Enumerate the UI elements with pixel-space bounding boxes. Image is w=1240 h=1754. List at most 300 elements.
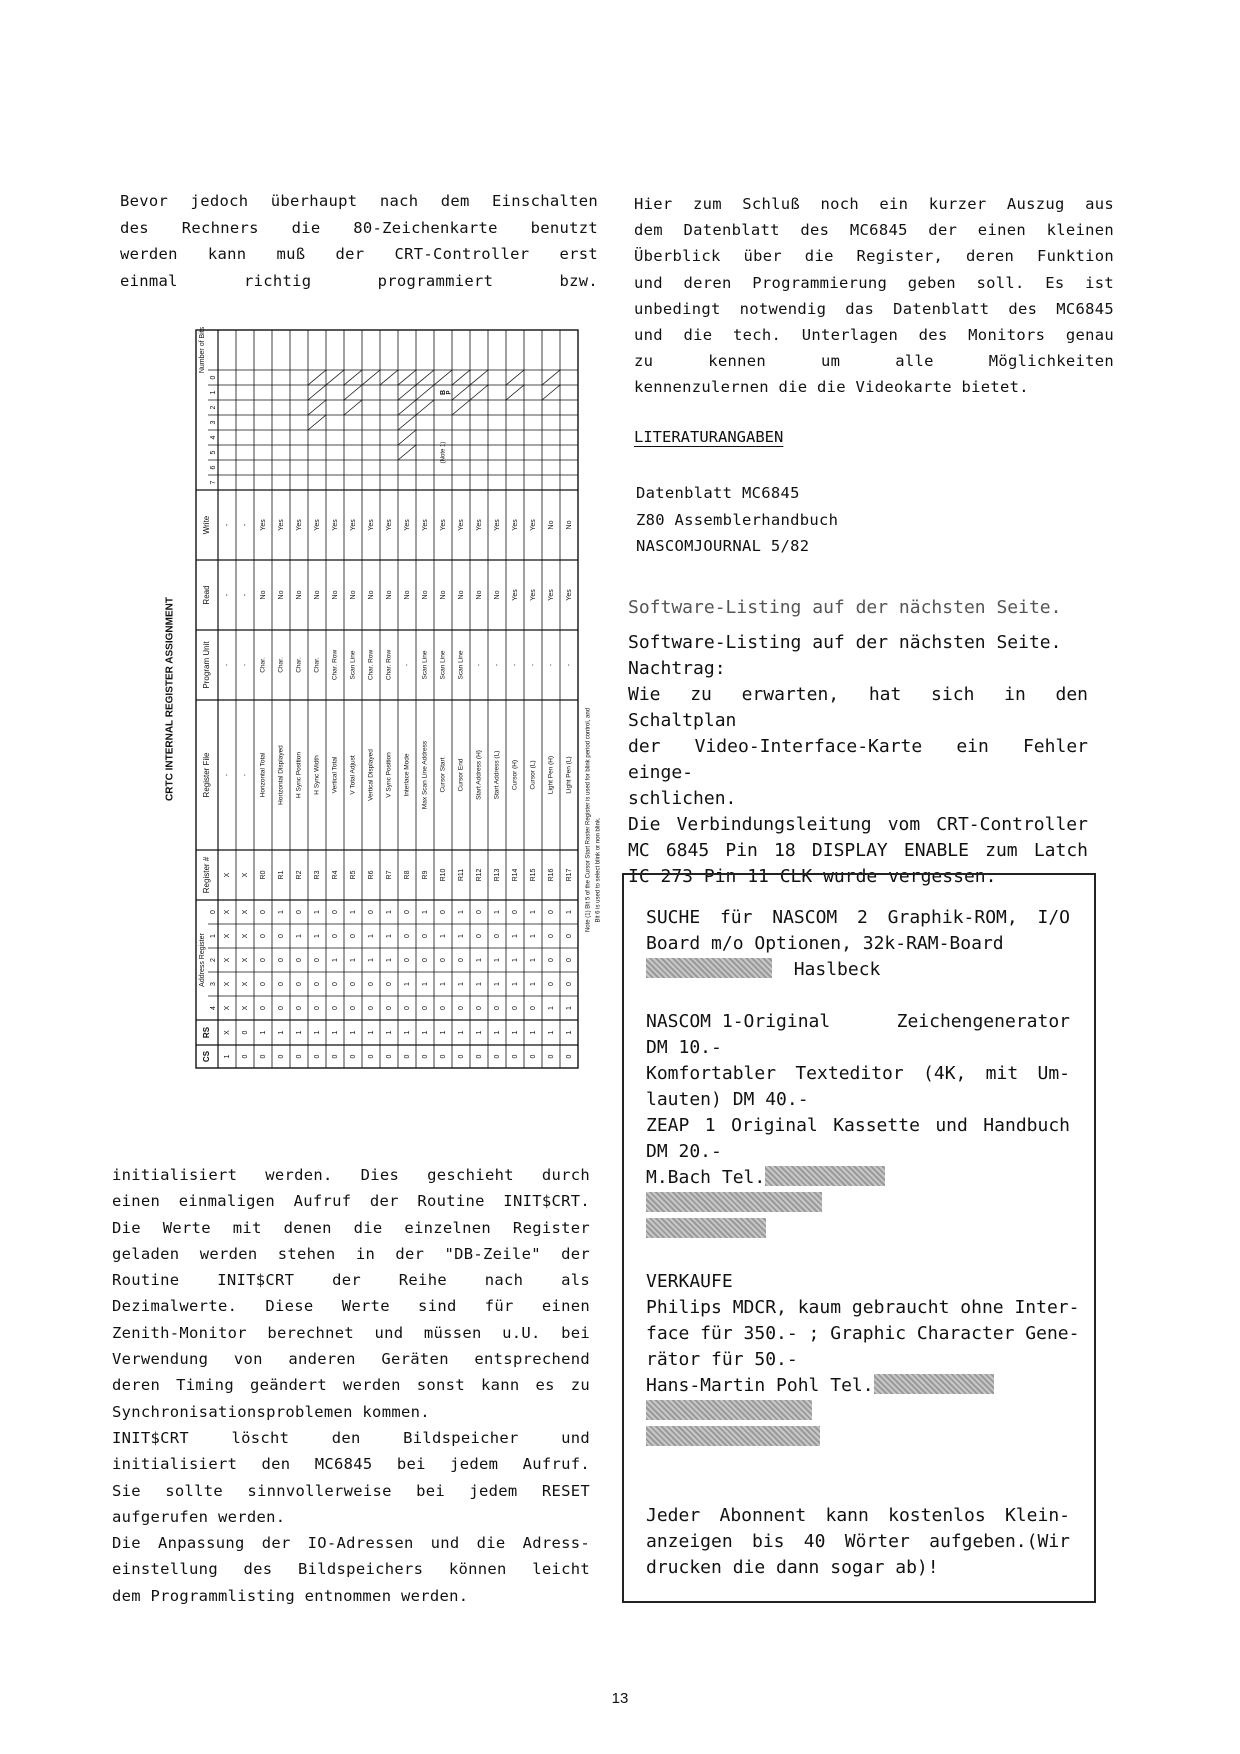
contact-name: M.Bach Tel. <box>646 1167 766 1188</box>
cell-address-bit: 1 <box>511 934 519 938</box>
ad-nascom-line <box>646 1009 1070 1035</box>
bit-number: 0 <box>209 375 217 380</box>
cell-cs: 1 <box>223 1054 231 1059</box>
cell-cs: 0 <box>295 1054 303 1059</box>
cell-address-bit: 1 <box>457 934 465 938</box>
redacted-line <box>646 1217 1070 1243</box>
text-line: dem Programmlisting entnommen werden. <box>112 1586 469 1605</box>
cell-address-bit: X <box>223 957 231 963</box>
footnote-line: Note (1) Bit 5 of the Cursor Start Raster Register is used for blink period control, and <box>585 707 592 933</box>
cell-address-bit: X <box>241 957 249 963</box>
text-line: und die tech. Unterlagen des Monitors genau <box>634 326 1114 345</box>
cell-program-unit: Char. Row <box>331 649 339 681</box>
redacted-block <box>646 958 772 978</box>
text-line: Die Werte mit denen die einzelnen Register <box>112 1218 590 1237</box>
cell-cs: 0 <box>565 1054 573 1059</box>
text-line: Die Verbindungsleitung vom CRT-Controller <box>628 814 1088 835</box>
cell-address-bit: 1 <box>349 910 357 914</box>
ad-suche <box>646 905 1070 983</box>
cell-write: Yes <box>331 519 339 531</box>
cell-cs: 0 <box>241 1054 249 1059</box>
cell-write: Yes <box>457 519 465 531</box>
cell-address-bit: 1 <box>331 958 339 962</box>
cell-address-bit: 0 <box>403 934 411 938</box>
cell-register-number: X <box>241 872 249 878</box>
header-cs: CS <box>202 1050 212 1063</box>
cell-cs: 0 <box>331 1054 339 1059</box>
cell-rs: 0 <box>241 1030 249 1035</box>
unused-bit-mark <box>308 400 326 415</box>
cell-register-file: Cursor (H) <box>511 759 519 791</box>
cell-address-bit: 0 <box>367 982 375 986</box>
cell-address-bit: 0 <box>547 910 555 914</box>
cell-rs: 1 <box>277 1030 285 1035</box>
cell-address-bit: 0 <box>295 1006 303 1010</box>
cell-address-bit: 0 <box>259 982 267 986</box>
text-line: anzeigen bis 40 Wörter aufgeben.(Wir <box>646 1531 1070 1552</box>
cell-address-bit: 0 <box>475 1006 483 1010</box>
cell-write: Yes <box>313 519 321 531</box>
text-line: Komfortabler Texteditor (4K, mit Um- <box>646 1063 1070 1084</box>
cell-cs: 0 <box>385 1054 393 1059</box>
cell-register-number: R16 <box>547 868 555 882</box>
cell-address-bit: 0 <box>493 934 501 938</box>
cell-read: No <box>475 590 483 600</box>
text-line: Philips MDCR, kaum gebraucht ohne Inter- <box>646 1297 1080 1318</box>
text-line: SUCHE für NASCOM 2 Graphik-ROM, I/O <box>646 907 1070 928</box>
text-line: IC 273 Pin 11 CLK wurde vergessen. <box>628 866 997 887</box>
cell-address-bit: 0 <box>529 1006 537 1010</box>
cell-write: Yes <box>385 519 393 531</box>
redacted-block <box>646 1426 820 1446</box>
cell-register-file: Horizontal Total <box>259 752 267 798</box>
footnote-line: Bit 6 is used to select blink or non blink. <box>595 817 602 923</box>
redacted-line <box>646 1425 1070 1451</box>
cell-rs: 1 <box>529 1030 537 1035</box>
unused-bit-mark <box>398 445 416 460</box>
cell-address-bit: X <box>241 909 249 915</box>
address-bit-number: 4 <box>209 1006 217 1010</box>
unused-bit-mark <box>362 370 380 385</box>
cell-address-bit: 1 <box>547 1006 555 1010</box>
cell-rs: 1 <box>493 1030 501 1035</box>
cell-register-number: R8 <box>403 870 411 880</box>
cell-program-unit: Char. <box>259 657 267 673</box>
cell-address-bit: 0 <box>313 982 321 986</box>
cell-cs: 0 <box>367 1054 375 1059</box>
cell-register-number: R5 <box>349 870 357 880</box>
cell-register-file: V Sync Position <box>385 752 393 798</box>
cell-cs: 0 <box>547 1054 555 1059</box>
cell-address-bit: 0 <box>385 1006 393 1010</box>
text-line: MC 6845 Pin 18 DISPLAY ENABLE zum Latch <box>628 840 1088 861</box>
text-line: dem Datenblatt des MC6845 der einen kleinen <box>634 221 1114 240</box>
cell-address-bit: X <box>241 981 249 987</box>
cell-address-bit: 0 <box>493 1006 501 1010</box>
cell-write: Yes <box>295 519 303 531</box>
text-line: Zenith-Monitor berechnet und müssen u.U. bei <box>112 1323 590 1342</box>
cell-cs: 0 <box>259 1054 267 1059</box>
cell-register-file: Cursor Start <box>439 757 447 793</box>
ad-contact-line <box>646 1165 1070 1191</box>
cell-register-file: Start Address (H) <box>475 750 483 800</box>
header-address-register: Address Register <box>198 933 206 987</box>
text-line: Board m/o Optionen, 32k-RAM-Board <box>646 933 1004 954</box>
cell-program-unit: Char. Row <box>385 649 393 681</box>
header-write: Write <box>202 515 212 535</box>
text-line: face für 350.- ; Graphic Character Gene- <box>646 1323 1080 1344</box>
crtc-register-table <box>158 326 602 1070</box>
cell-register-number: R17 <box>565 868 573 882</box>
cell-read: No <box>313 590 321 600</box>
cell-register-number: R1 <box>277 870 285 880</box>
cell-write: Yes <box>367 519 375 531</box>
redacted-block <box>874 1374 994 1394</box>
cell-cs: 0 <box>475 1054 483 1059</box>
unused-bit-mark <box>344 370 362 385</box>
unused-bit-mark <box>398 400 416 415</box>
cell-write: - <box>223 523 231 527</box>
text-line: Sie sollte sinnvollerweise bei jedem RESET <box>112 1481 590 1500</box>
cell-address-bit: 0 <box>547 958 555 962</box>
unused-bit-mark <box>416 385 434 400</box>
cell-address-bit: 0 <box>421 934 429 938</box>
cell-address-bit: 0 <box>475 910 483 914</box>
unused-bit-mark <box>398 370 416 385</box>
text-line: unbedingt notwendig das Datenblatt des MC6845 <box>634 299 1114 318</box>
bit-annotation-note: (Note 1) <box>440 441 447 464</box>
cell-address-bit: 0 <box>439 1006 447 1010</box>
text-line: rätor für 50.- <box>646 1349 798 1370</box>
text-line: und deren Programmierung geben soll. Es ist <box>634 273 1114 292</box>
cell-program-unit: - <box>493 663 501 667</box>
cell-address-bit: 0 <box>259 958 267 962</box>
cell-program-unit: - <box>223 663 231 667</box>
cell-program-unit: Scan Line <box>349 650 357 680</box>
cell-write: No <box>547 520 555 530</box>
bit-number: 3 <box>209 420 217 425</box>
cell-register-number: R13 <box>493 868 501 882</box>
cell-program-unit: - <box>529 663 537 667</box>
cell-write: No <box>565 520 573 530</box>
cell-register-number: R11 <box>457 868 465 882</box>
text-line: zu kennen um alle Möglichkeiten <box>634 352 1114 371</box>
cell-address-bit: 1 <box>439 982 447 986</box>
address-bit-number: 0 <box>209 910 217 914</box>
cell-write: Yes <box>493 519 501 531</box>
cell-read: No <box>493 590 501 600</box>
cell-read: No <box>439 590 447 600</box>
text-line: einen einmaligen Aufruf der Routine INIT$CRT. <box>112 1192 590 1211</box>
address-bit-number: 1 <box>209 934 217 938</box>
cell-program-unit: - <box>565 663 573 667</box>
cell-program-unit: Scan Line <box>439 650 447 680</box>
cell-rs: X <box>223 1030 231 1035</box>
literature-item: Datenblatt MC6845 <box>636 484 800 502</box>
cell-address-bit: 1 <box>313 910 321 914</box>
cell-read: No <box>331 590 339 600</box>
cell-write: Yes <box>475 519 483 531</box>
ad-jeder <box>646 1503 1070 1581</box>
cell-register-number: R14 <box>511 868 519 882</box>
cell-cs: 0 <box>511 1054 519 1059</box>
text-line: Routine INIT$CRT der Reihe nach als <box>112 1271 590 1290</box>
cell-address-bit: 0 <box>349 1006 357 1010</box>
unused-bit-mark <box>470 385 488 400</box>
cell-register-file: - <box>241 773 249 777</box>
cell-program-unit: Char. Row <box>367 649 375 681</box>
bit-number: 6 <box>209 465 217 470</box>
redacted-block <box>765 1166 885 1186</box>
cell-rs: 1 <box>439 1030 447 1035</box>
cell-address-bit: 0 <box>313 958 321 962</box>
cell-register-file: Max Scan Line Address <box>421 740 429 810</box>
unused-bit-mark <box>452 385 470 400</box>
cell-cs: 0 <box>439 1054 447 1059</box>
text-line: geladen werden stehen in der "DB-Zeile" der <box>112 1244 590 1263</box>
cell-register-number: R10 <box>439 868 447 882</box>
header-number-of-bits: Number of Bits <box>198 326 206 374</box>
redacted-line <box>646 1191 1070 1217</box>
cell-address-bit: 0 <box>349 934 357 938</box>
cell-address-bit: 0 <box>403 958 411 962</box>
text-line: kennenzulernen die die Videokarte bietet. <box>634 378 1029 397</box>
cell-register-number: R12 <box>475 868 483 882</box>
cell-address-bit: 0 <box>565 958 573 962</box>
cell-address-bit: 0 <box>475 934 483 938</box>
cell-address-bit: X <box>223 981 231 987</box>
unused-bit-mark <box>308 415 326 430</box>
cell-address-bit: 0 <box>331 982 339 986</box>
cell-register-file: Cursor End <box>457 758 465 792</box>
text-line: initialisiert den MC6845 bei jedem Aufruf. <box>112 1455 590 1474</box>
text-line: deren Timing geändert werden sonst kann es zu <box>112 1376 590 1395</box>
cell-address-bit: 0 <box>295 958 303 962</box>
text-line: lauten) DM 40.- <box>646 1089 809 1110</box>
text-segment: NASCOM 1-Original <box>646 1011 831 1032</box>
cell-address-bit: 1 <box>277 910 285 914</box>
contact-name: Haslbeck <box>793 959 881 980</box>
unused-bit-mark <box>416 370 434 385</box>
cell-address-bit: X <box>241 1005 249 1011</box>
cell-address-bit: 0 <box>259 934 267 938</box>
cell-register-file: Vertical Displayed <box>367 749 375 801</box>
text-line: schlichen. <box>628 788 737 809</box>
contact-name: Hans-Martin Pohl Tel. <box>646 1375 874 1396</box>
cell-address-bit: 0 <box>295 982 303 986</box>
cell-register-number: R15 <box>529 868 537 882</box>
cell-register-file: V Total Adjust <box>349 755 357 795</box>
cell-cs: 0 <box>421 1054 429 1059</box>
header-read: Read <box>202 585 212 605</box>
cell-rs: 1 <box>511 1030 519 1035</box>
cell-address-bit: X <box>223 933 231 939</box>
left-intro-paragraph <box>120 188 598 294</box>
right-intro-paragraph <box>634 191 1114 401</box>
cell-register-number: R9 <box>421 870 429 880</box>
text-segment: Zeichengenerator <box>896 1011 1070 1032</box>
unused-bit-mark <box>470 370 488 385</box>
literature-heading: LITERATURANGABEN <box>634 428 784 446</box>
cell-address-bit: 1 <box>295 934 303 938</box>
cell-address-bit: 0 <box>277 934 285 938</box>
cell-address-bit: 1 <box>385 910 393 914</box>
cell-read: - <box>241 593 249 597</box>
cell-program-unit: Char. <box>295 657 303 673</box>
header-register-file: Register File <box>202 752 212 798</box>
literature-item: Z80 Assemblerhandbuch <box>636 510 839 529</box>
cell-read: No <box>367 590 375 600</box>
ad-contact-line <box>646 1373 1070 1399</box>
cell-rs: 1 <box>313 1030 321 1035</box>
cell-address-bit: X <box>241 933 249 939</box>
header-program-unit: Program Unit <box>202 641 212 689</box>
redacted-block <box>646 1192 822 1212</box>
bit-number: 7 <box>209 480 217 485</box>
cell-address-bit: 1 <box>493 958 501 962</box>
unused-bit-mark <box>452 370 470 385</box>
text-line: der Video-Interface-Karte ein Fehler einge- <box>628 736 1088 783</box>
unused-bit-mark <box>452 400 470 415</box>
address-bit-number: 3 <box>209 982 217 986</box>
cell-cs: 0 <box>457 1054 465 1059</box>
text-line: initialisiert werden. Dies geschieht durch <box>112 1166 590 1184</box>
cell-address-bit: 1 <box>313 934 321 938</box>
cell-address-bit: 1 <box>529 958 537 962</box>
text-line: DM 10.- <box>646 1037 722 1058</box>
cell-address-bit: 1 <box>457 910 465 914</box>
bit-number: 5 <box>209 450 217 455</box>
cell-rs: 1 <box>475 1030 483 1035</box>
cell-program-unit: - <box>547 663 555 667</box>
cell-address-bit: 0 <box>313 1006 321 1010</box>
table-frame <box>196 330 578 1068</box>
cell-rs: 1 <box>457 1030 465 1035</box>
cell-address-bit: 1 <box>529 910 537 914</box>
text-line: INIT$CRT löscht den Bildspeicher und <box>112 1428 590 1447</box>
cell-rs: 1 <box>385 1030 393 1035</box>
cell-address-bit: 1 <box>367 934 375 938</box>
cell-register-file: H Sync Width <box>313 755 321 795</box>
cell-cs: 0 <box>403 1054 411 1059</box>
page-number: 13 <box>611 1690 629 1707</box>
cell-address-bit: X <box>223 1005 231 1011</box>
cell-write: Yes <box>259 519 267 531</box>
unused-bit-mark <box>434 370 452 385</box>
nachtrag-paragraph <box>628 630 1088 890</box>
cell-rs: 1 <box>331 1030 339 1035</box>
cell-write: Yes <box>421 519 429 531</box>
cell-address-bit: 1 <box>457 982 465 986</box>
cell-address-bit: 0 <box>457 1006 465 1010</box>
cell-register-number: R4 <box>331 870 339 880</box>
cell-address-bit: 0 <box>439 910 447 914</box>
cell-address-bit: 1 <box>385 958 393 962</box>
cell-rs: 1 <box>565 1030 573 1035</box>
software-listing: Software-Listing auf der nächsten Seite. <box>628 632 1062 653</box>
text-line: drucken die dann sogar ab)! <box>646 1557 939 1578</box>
cell-read: No <box>457 590 465 600</box>
bit-number: 2 <box>209 405 217 410</box>
cell-address-bit: 1 <box>349 958 357 962</box>
cell-read: Yes <box>547 589 555 601</box>
cell-address-bit: 0 <box>511 910 519 914</box>
cell-read: No <box>403 590 411 600</box>
cell-address-bit: 0 <box>403 1006 411 1010</box>
unused-bit-mark <box>398 385 416 400</box>
cell-read: No <box>349 590 357 600</box>
header-rs: RS <box>202 1026 212 1039</box>
cell-program-unit: Char. <box>313 657 321 673</box>
cell-register-number: R2 <box>295 870 303 880</box>
cell-program-unit: Scan Line <box>421 650 429 680</box>
cell-write: Yes <box>277 519 285 531</box>
cell-address-bit: 1 <box>511 958 519 962</box>
cell-register-file: Start Address (L) <box>493 750 501 800</box>
cell-address-bit: 0 <box>259 910 267 914</box>
unused-bit-mark <box>344 385 362 400</box>
left-continuation-paragraph <box>112 1162 590 1609</box>
bit-annotation-b: B <box>439 389 447 396</box>
address-bit-number: 2 <box>209 958 217 962</box>
cell-register-number: R6 <box>367 870 375 880</box>
text-line: Die Anpassung der IO-Adressen und die Adress- <box>112 1534 590 1553</box>
unused-bit-mark <box>380 370 398 385</box>
cell-register-number: R3 <box>313 870 321 880</box>
cell-address-bit: 1 <box>529 982 537 986</box>
cell-address-bit: 1 <box>529 934 537 938</box>
unused-bit-mark <box>344 400 362 415</box>
text-line: DM 20.- <box>646 1141 722 1162</box>
cell-address-bit: 0 <box>277 1006 285 1010</box>
cell-register-file: Light Pen (H) <box>547 755 555 795</box>
header-register-number: Register # <box>202 856 212 894</box>
cell-address-bit: 1 <box>493 982 501 986</box>
cell-address-bit: 1 <box>511 982 519 986</box>
unused-bit-mark <box>542 370 560 385</box>
cell-address-bit: 0 <box>331 934 339 938</box>
cell-write: Yes <box>529 519 537 531</box>
unused-bit-mark <box>398 430 416 445</box>
cell-program-unit: - <box>475 663 483 667</box>
unused-bit-mark <box>542 385 560 400</box>
software-listing-faded: Software-Listing auf der nächsten Seite. <box>628 597 1062 618</box>
text-line: ZEAP 1 Original Kassette und Handbuch <box>646 1115 1070 1136</box>
cell-register-file: Interlace Mode <box>403 753 411 797</box>
software-listing-notice <box>628 595 1078 621</box>
cell-read: - <box>223 593 231 597</box>
cell-register-file: Cursor (L) <box>529 760 537 790</box>
text-line: Dezimalwerte. Diese Werte sind für einen <box>112 1297 590 1316</box>
unused-bit-mark <box>398 415 416 430</box>
bit-annotation-p: P <box>446 390 453 395</box>
cell-address-bit: 0 <box>421 1006 429 1010</box>
table-title: CRTC INTERNAL REGISTER ASSIGNMENT <box>164 597 176 801</box>
cell-read: Yes <box>529 589 537 601</box>
cell-register-number: R7 <box>385 870 393 880</box>
cell-address-bit: 0 <box>331 910 339 914</box>
cell-read: Yes <box>565 589 573 601</box>
text-line: werden kann muß der CRT-Controller erst <box>120 245 598 263</box>
text-line: aufgerufen werden. <box>112 1507 286 1526</box>
cell-address-bit: 1 <box>421 910 429 914</box>
ad-contact-line <box>646 957 1070 983</box>
text-line: Synchronisationsproblemen kommen. <box>112 1402 430 1421</box>
cell-address-bit: 0 <box>457 958 465 962</box>
cell-program-unit: Char. <box>277 657 285 673</box>
redacted-block <box>646 1218 766 1238</box>
cell-address-bit: 0 <box>403 910 411 914</box>
